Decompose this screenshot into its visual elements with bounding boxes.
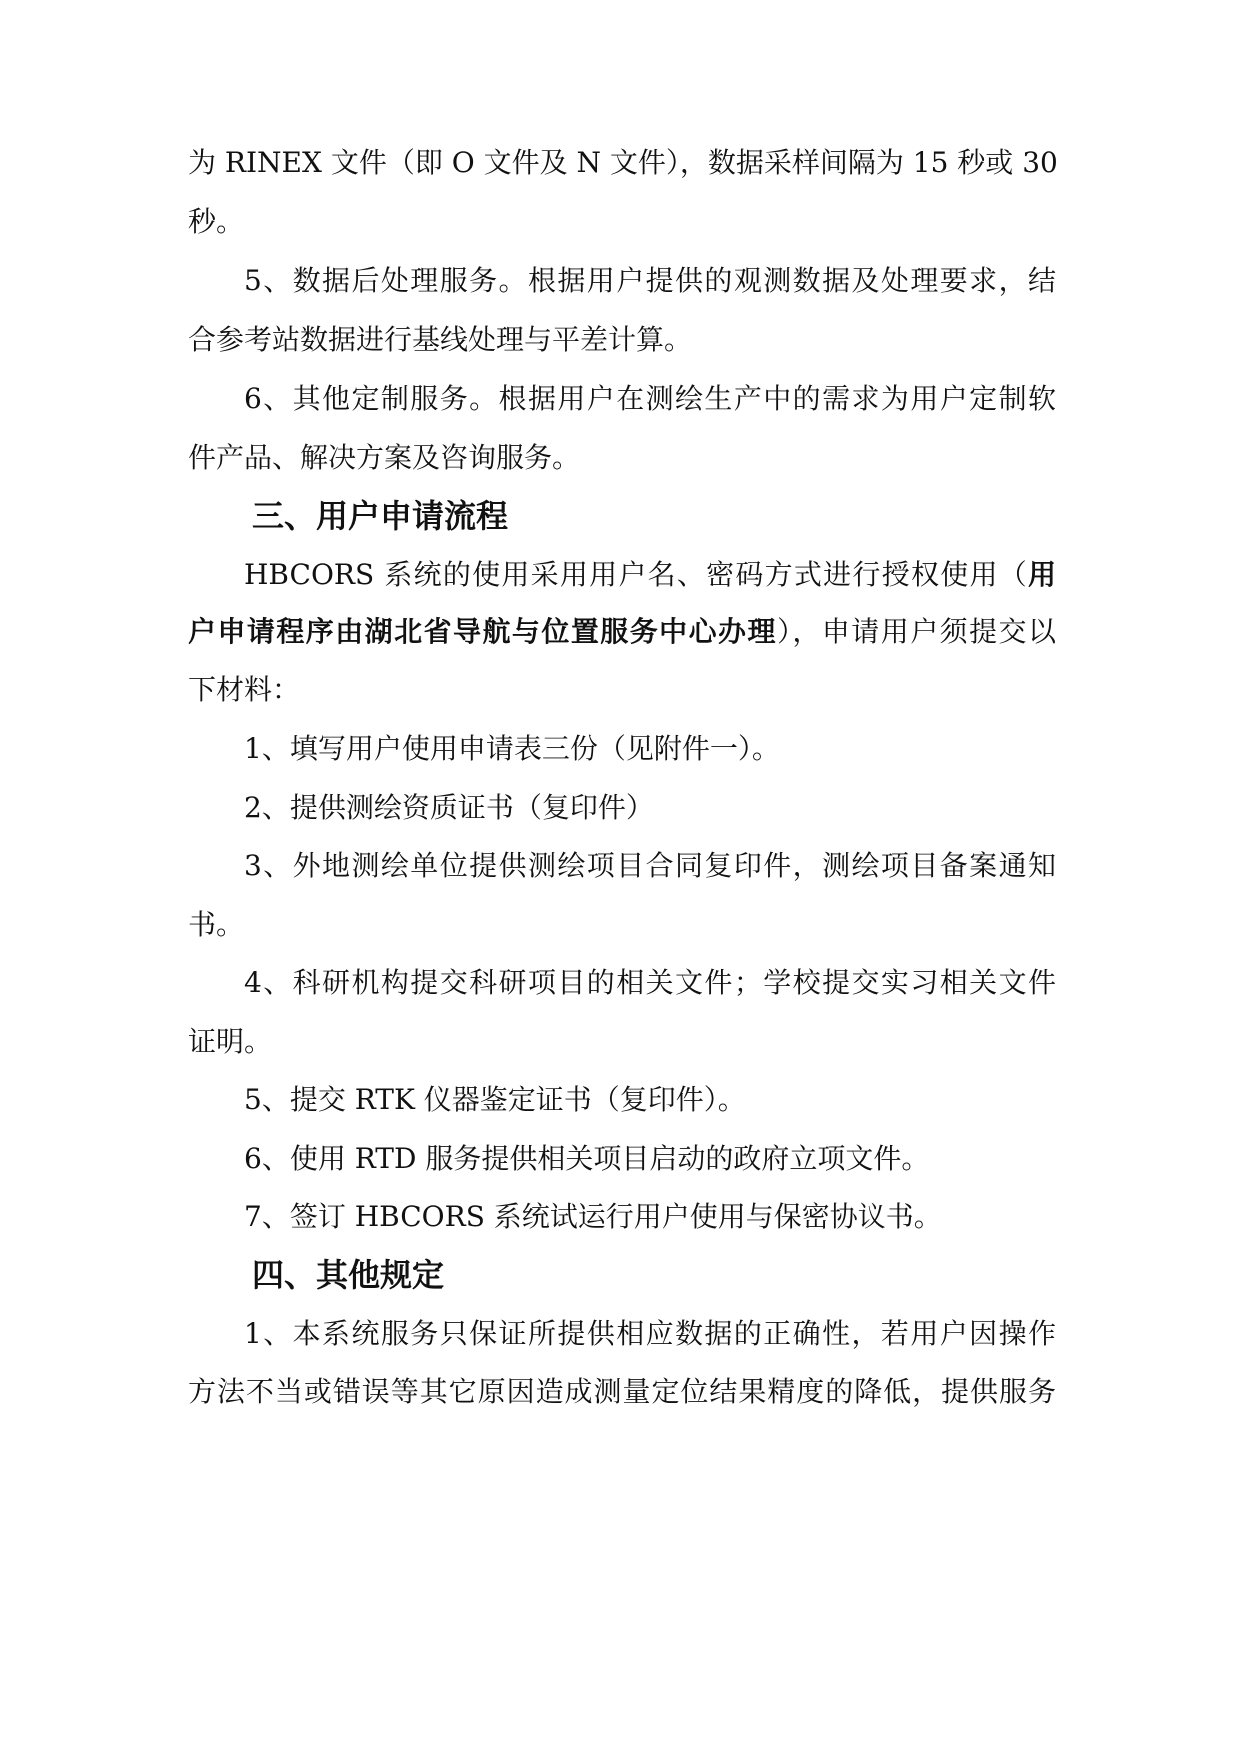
requirement-item-4: 4、科研机构提交科研项目的相关文件；学校提交实习相关文件: [244, 966, 1056, 999]
section3-intro-line3: 下材料：: [188, 673, 301, 706]
paragraph-line: 为 RINEX 文件（即 O 文件及 N 文件），数据采样间隔为 15 秒或 30: [188, 146, 1058, 179]
intro-text: ），申请用户须提交以: [776, 615, 1056, 648]
section-heading-other-rules: 四、其他规定: [252, 1256, 445, 1294]
section3-intro-line2: [188, 612, 1056, 652]
requirement-item-3-cont: 书。: [188, 908, 245, 941]
requirement-item-6: 6、使用 RTD 服务提供相关项目启动的政府立项文件。: [244, 1142, 930, 1175]
service-item-6-cont: 件产品、解决方案及咨询服务。: [188, 441, 581, 474]
intro-bold-text: 户申请程序由湖北省导航与位置服务中心办理: [188, 615, 777, 648]
paragraph-line: 秒。: [188, 205, 245, 238]
section3-intro-line1: [188, 555, 1056, 595]
requirement-item-4-cont: 证明。: [188, 1025, 273, 1058]
intro-bold-text: 用: [1027, 558, 1056, 591]
rule-item-1-cont: 方法不当或错误等其它原因造成测量定位结果精度的降低，提供服务: [188, 1375, 1056, 1408]
rule-item-1: 1、本系统服务只保证所提供相应数据的正确性，若用户因操作: [244, 1317, 1056, 1350]
service-item-6: 6、其他定制服务。根据用户在测绘生产中的需求为用户定制软: [244, 382, 1056, 415]
intro-text: HBCORS 系统的使用采用用户名、密码方式进行授权使用（: [244, 558, 1028, 591]
requirement-item-5: 5、提交 RTK 仪器鉴定证书（复印件）。: [244, 1083, 746, 1116]
section-heading-application-process: 三、用户申请流程: [252, 497, 509, 535]
requirement-item-2: 2、提供测绘资质证书（复印件）: [244, 791, 654, 824]
requirement-item-1: 1、填写用户使用申请表三份（见附件一）。: [244, 732, 780, 765]
service-item-5: 5、数据后处理服务。根据用户提供的观测数据及处理要求，结: [244, 264, 1056, 297]
requirement-item-7: 7、签订 HBCORS 系统试运行用户使用与保密协议书。: [244, 1200, 942, 1233]
requirement-item-3: 3、外地测绘单位提供测绘项目合同复印件，测绘项目备案通知: [244, 849, 1056, 882]
service-item-5-cont: 合参考站数据进行基线处理与平差计算。: [188, 323, 693, 356]
